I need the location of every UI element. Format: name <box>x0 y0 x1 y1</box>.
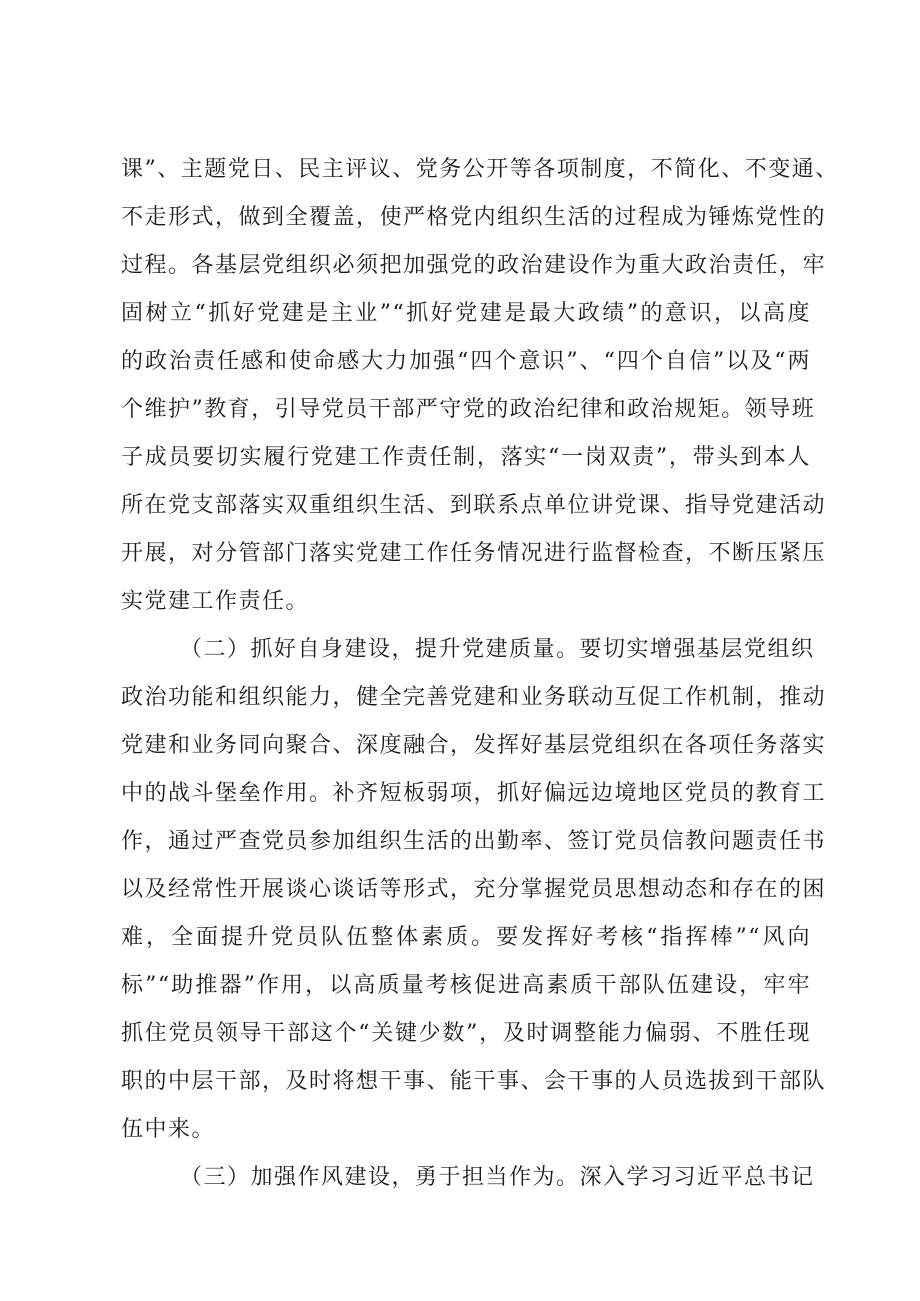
section-heading-line: （二）抓好自身建设，提升党建质量。要切实增强基层党组织 <box>180 637 815 662</box>
text-line: 作，通过严查党员参加组织生活的出勤率、签订党员信教问题责任书 <box>121 829 827 854</box>
text-line: 党建和业务同向聚合、深度融合，发挥好基层党组织在各项任务落实 <box>121 733 827 758</box>
text-line: 个维护”教育，引导党员干部严守党的政治纪律和政治规矩。领导班 <box>121 397 816 422</box>
text-line: 过程。各基层党组织必须把加强党的政治建设作为重大政治责任，牢 <box>121 253 827 278</box>
text-line: 职的中层干部，及时将想干事、能干事、会干事的人员选拔到干部队 <box>121 1069 827 1094</box>
text-line: 开展，对分管部门落实党建工作任务情况进行监督检查，不断压紧压 <box>121 541 827 566</box>
text-line: 中的战斗堡垒作用。补齐短板弱项，抓好偏远边境地区党员的教育工 <box>121 781 827 806</box>
text-line: 伍中来。 <box>121 1117 216 1142</box>
text-line: 抓住党员领导干部这个“关键少数”，及时调整能力偏弱、不胜任现 <box>121 1021 811 1046</box>
text-line: 所在党支部落实双重组织生活、到联系点单位讲党课、指导党建活动 <box>121 493 827 518</box>
text-line: 课”、主题党日、民主评议、党务公开等各项制度，不简化、不变通、 <box>121 157 839 182</box>
text-line: 固树立“抓好党建是主业”“抓好党建是最大政绩”的意识，以高度 <box>121 301 811 326</box>
text-line: 难，全面提升党员队伍整体素质。要发挥好考核“指挥棒”“风向 <box>121 925 811 950</box>
text-line: 子成员要切实履行党建工作责任制，落实“一岗双责”，带头到本人 <box>121 445 811 470</box>
section-heading-line: （三）加强作风建设，勇于担当作为。深入学习习近平总书记 <box>180 1165 815 1190</box>
text-line: 实党建工作责任。 <box>121 589 310 614</box>
text-line: 不走形式，做到全覆盖，使严格党内组织生活的过程成为锤炼党性的 <box>121 205 827 230</box>
text-line: 的政治责任感和使命感大力加强“四个意识”、“四个自信”以及“两 <box>121 349 811 374</box>
text-line: 以及经常性开展谈心谈话等形式，充分掌握党员思想动态和存在的困 <box>121 877 827 902</box>
text-line: 政治功能和组织能力，健全完善党建和业务联动互促工作机制，推动 <box>121 685 827 710</box>
text-line: 标”“助推器”作用，以高质量考核促进高素质干部队伍建设，牢牢 <box>121 973 811 998</box>
